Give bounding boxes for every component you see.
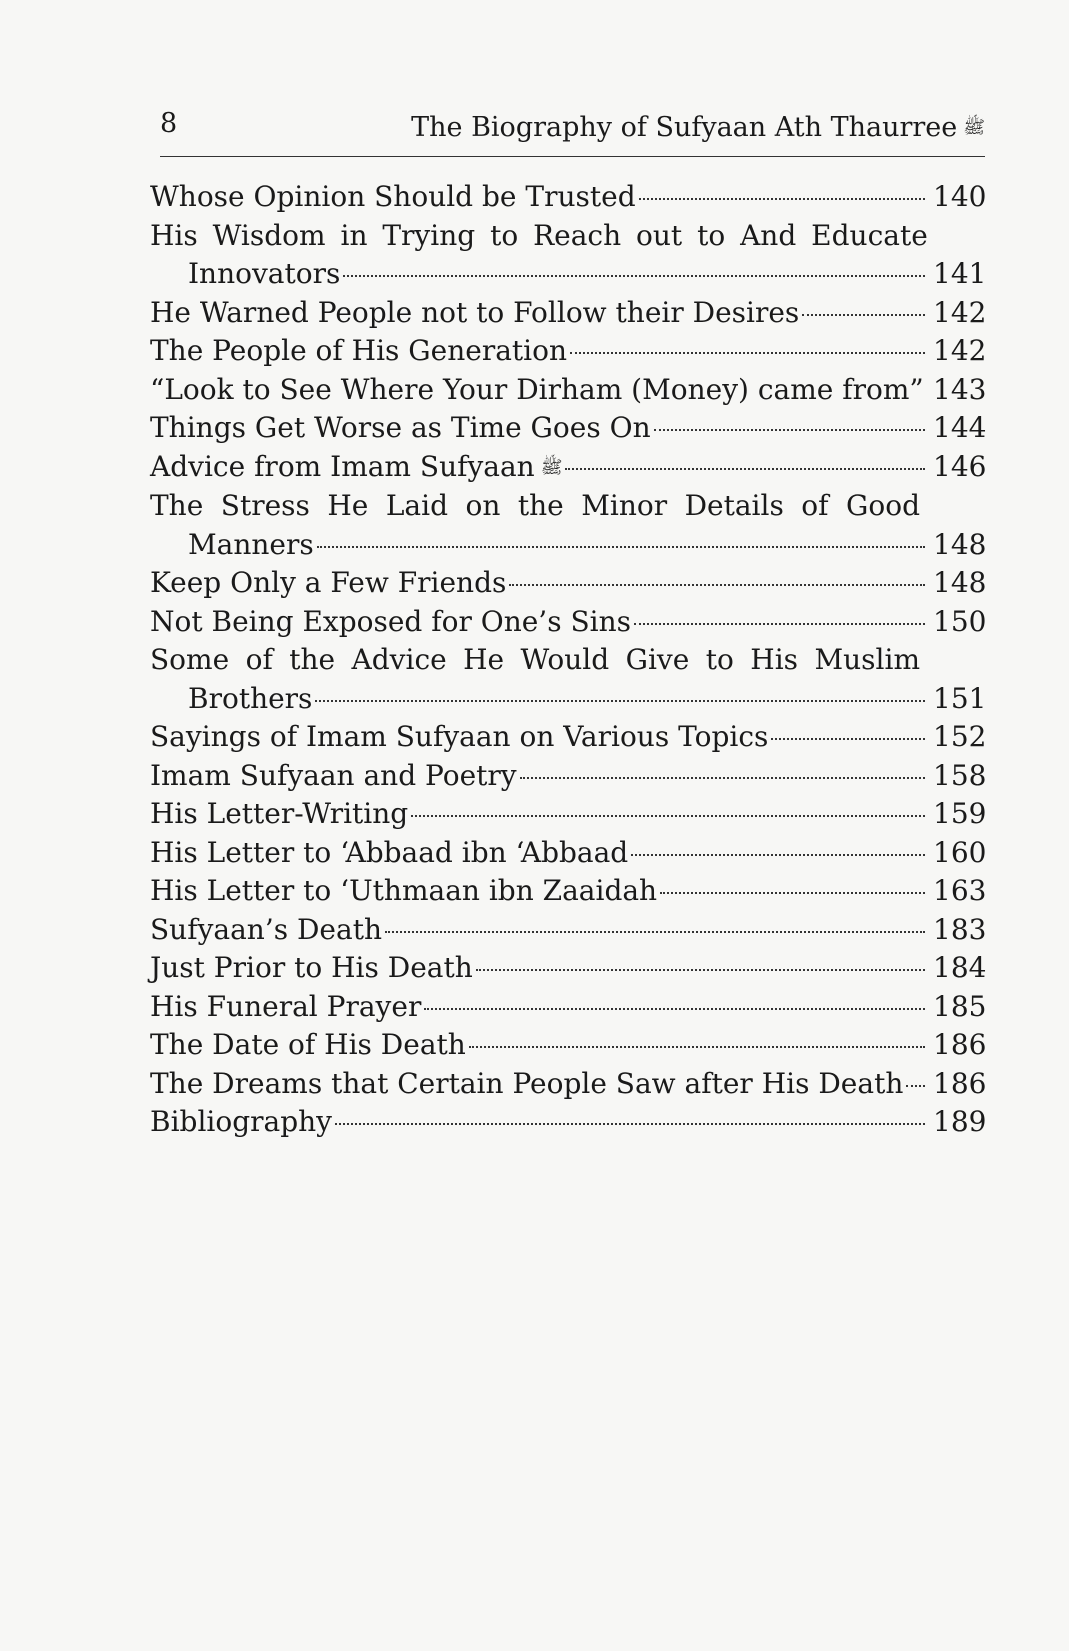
- toc-entry: [150, 949, 985, 988]
- dot-leader: [634, 623, 925, 625]
- toc-entry-page: 184: [933, 951, 987, 985]
- toc-entry-title: Keep Only a Few Friends: [150, 566, 507, 600]
- dot-leader: [654, 429, 925, 431]
- toc-entry-line2: [150, 526, 985, 565]
- dot-leader: [317, 546, 925, 548]
- toc-entry: [150, 1026, 985, 1065]
- dot-leader: [335, 1123, 925, 1125]
- toc-entry-title: The Dreams that Certain People Saw after His Death: [150, 1066, 904, 1100]
- toc-entry-page: 148: [933, 566, 987, 600]
- dot-leader: [343, 275, 925, 277]
- toc-entry-title-line2: Manners: [188, 527, 314, 561]
- table-of-contents: [150, 178, 985, 1142]
- toc-entry-title: His Letter-Writing: [150, 797, 409, 831]
- dot-leader: [802, 314, 925, 316]
- toc-entry-title: His Letter to ‘Abbaad ibn ‘Abbaad: [150, 835, 629, 869]
- toc-entry: [150, 795, 985, 834]
- toc-entry-page: 160: [933, 835, 987, 869]
- toc-entry: [150, 487, 985, 564]
- toc-entry-title: His Letter to ‘Uthmaan ibn Zaaidah: [150, 874, 658, 908]
- dot-leader: [520, 777, 925, 779]
- toc-entry-title: Imam Sufyaan and Poetry: [150, 758, 517, 792]
- dot-leader: [771, 738, 925, 740]
- toc-entry: [150, 448, 985, 488]
- dot-leader: [476, 969, 925, 971]
- toc-entry: [150, 718, 985, 757]
- toc-entry-line2: [150, 680, 985, 719]
- toc-entry: [150, 757, 985, 796]
- toc-entry: [150, 178, 985, 217]
- running-title-text: The Biography of Sufyaan Ath Thaurree: [411, 112, 958, 143]
- toc-entry: [150, 564, 985, 603]
- toc-entry-title: His Funeral Prayer: [150, 989, 422, 1023]
- toc-entry-page: 148: [933, 527, 987, 561]
- running-title: [411, 112, 985, 143]
- toc-entry-title: Just Prior to His Death: [150, 951, 473, 985]
- toc-entry-page: 146: [933, 449, 987, 483]
- dot-leader: [509, 584, 925, 586]
- toc-entry-title: The People of His Generation: [150, 334, 568, 367]
- toc-entry: [150, 988, 985, 1027]
- toc-entry-page: 152: [933, 720, 987, 754]
- toc-entry-page: 185: [933, 989, 987, 1023]
- dot-leader: [385, 931, 925, 933]
- toc-entry-page: 150: [933, 604, 987, 638]
- dot-leader: [631, 854, 925, 856]
- toc-entry-page: 144: [933, 411, 987, 444]
- toc-entry-page: 159: [933, 797, 987, 831]
- running-header: [160, 108, 985, 157]
- toc-entry-page: 142: [933, 295, 987, 329]
- toc-entry-title-line2: Innovators: [188, 257, 341, 290]
- toc-entry: [150, 1103, 985, 1142]
- toc-entry: [150, 371, 985, 410]
- toc-entry-page: 186: [933, 1066, 987, 1100]
- dot-leader: [424, 1008, 925, 1010]
- dot-leader: [906, 1085, 925, 1087]
- dot-leader: [469, 1046, 925, 1048]
- toc-entry-title: The Date of His Death: [150, 1028, 466, 1062]
- toc-entry-page: 151: [933, 681, 987, 715]
- toc-entry-page: 163: [933, 874, 987, 908]
- toc-entry-title: Things Get Worse as Time Goes On: [150, 411, 651, 444]
- toc-entry-title: Sufyaan’s Death: [150, 912, 382, 946]
- toc-entry: [150, 217, 985, 294]
- toc-entry: [150, 294, 985, 333]
- toc-entry: [150, 1065, 985, 1104]
- toc-entry-page: 186: [933, 1028, 987, 1062]
- honorific-glyph: ﷺ: [963, 116, 985, 138]
- toc-entry: [150, 641, 985, 718]
- toc-entry-page: 143: [933, 372, 987, 406]
- toc-entry-title: Whose Opinion Should be Trusted: [150, 180, 636, 213]
- dot-leader: [315, 700, 925, 702]
- toc-entry-title-line1: Some of the Advice He Would Give to His Muslim: [150, 643, 920, 677]
- dot-leader: [570, 352, 925, 354]
- toc-entry-title-line1: The Stress He Laid on the Minor Details of Good: [150, 489, 920, 523]
- honorific-glyph: ﷺ: [540, 456, 563, 478]
- toc-entry-title-line1: His Wisdom in Trying to Reach out to And Educate: [150, 218, 928, 252]
- toc-entry-title: Not Being Exposed for One’s Sins: [150, 604, 632, 638]
- dot-leader: [565, 468, 925, 470]
- dot-leader: [660, 892, 925, 894]
- toc-entry-title: [150, 448, 562, 488]
- toc-entry-title: Bibliography: [150, 1105, 332, 1139]
- toc-entry: [150, 409, 985, 448]
- toc-entry-title: He Warned People not to Follow their Desires: [150, 295, 800, 329]
- toc-entry-line2: [150, 255, 985, 294]
- page-number: 8: [160, 108, 178, 139]
- toc-entry: [150, 872, 985, 911]
- toc-entry-page: 142: [933, 334, 987, 367]
- toc-entry-title: “Look to See Where Your Dirham (Money) came from”: [150, 372, 924, 406]
- toc-entry-page: 158: [933, 758, 987, 792]
- toc-entry-title-line2: Brothers: [188, 681, 313, 715]
- toc-entry-page: 183: [933, 912, 987, 946]
- toc-entry: [150, 332, 985, 371]
- toc-entry-page: 141: [933, 257, 987, 290]
- toc-entry-title: Sayings of Imam Sufyaan on Various Topics: [150, 720, 769, 754]
- toc-entry-page: 140: [933, 180, 987, 213]
- toc-entry-title-text: Advice from Imam Sufyaan: [150, 449, 535, 483]
- toc-entry: [150, 911, 985, 950]
- dot-leader: [411, 815, 925, 817]
- dot-leader: [639, 198, 925, 200]
- toc-entry-page: 189: [933, 1105, 987, 1139]
- toc-entry: [150, 834, 985, 873]
- toc-entry: [150, 603, 985, 642]
